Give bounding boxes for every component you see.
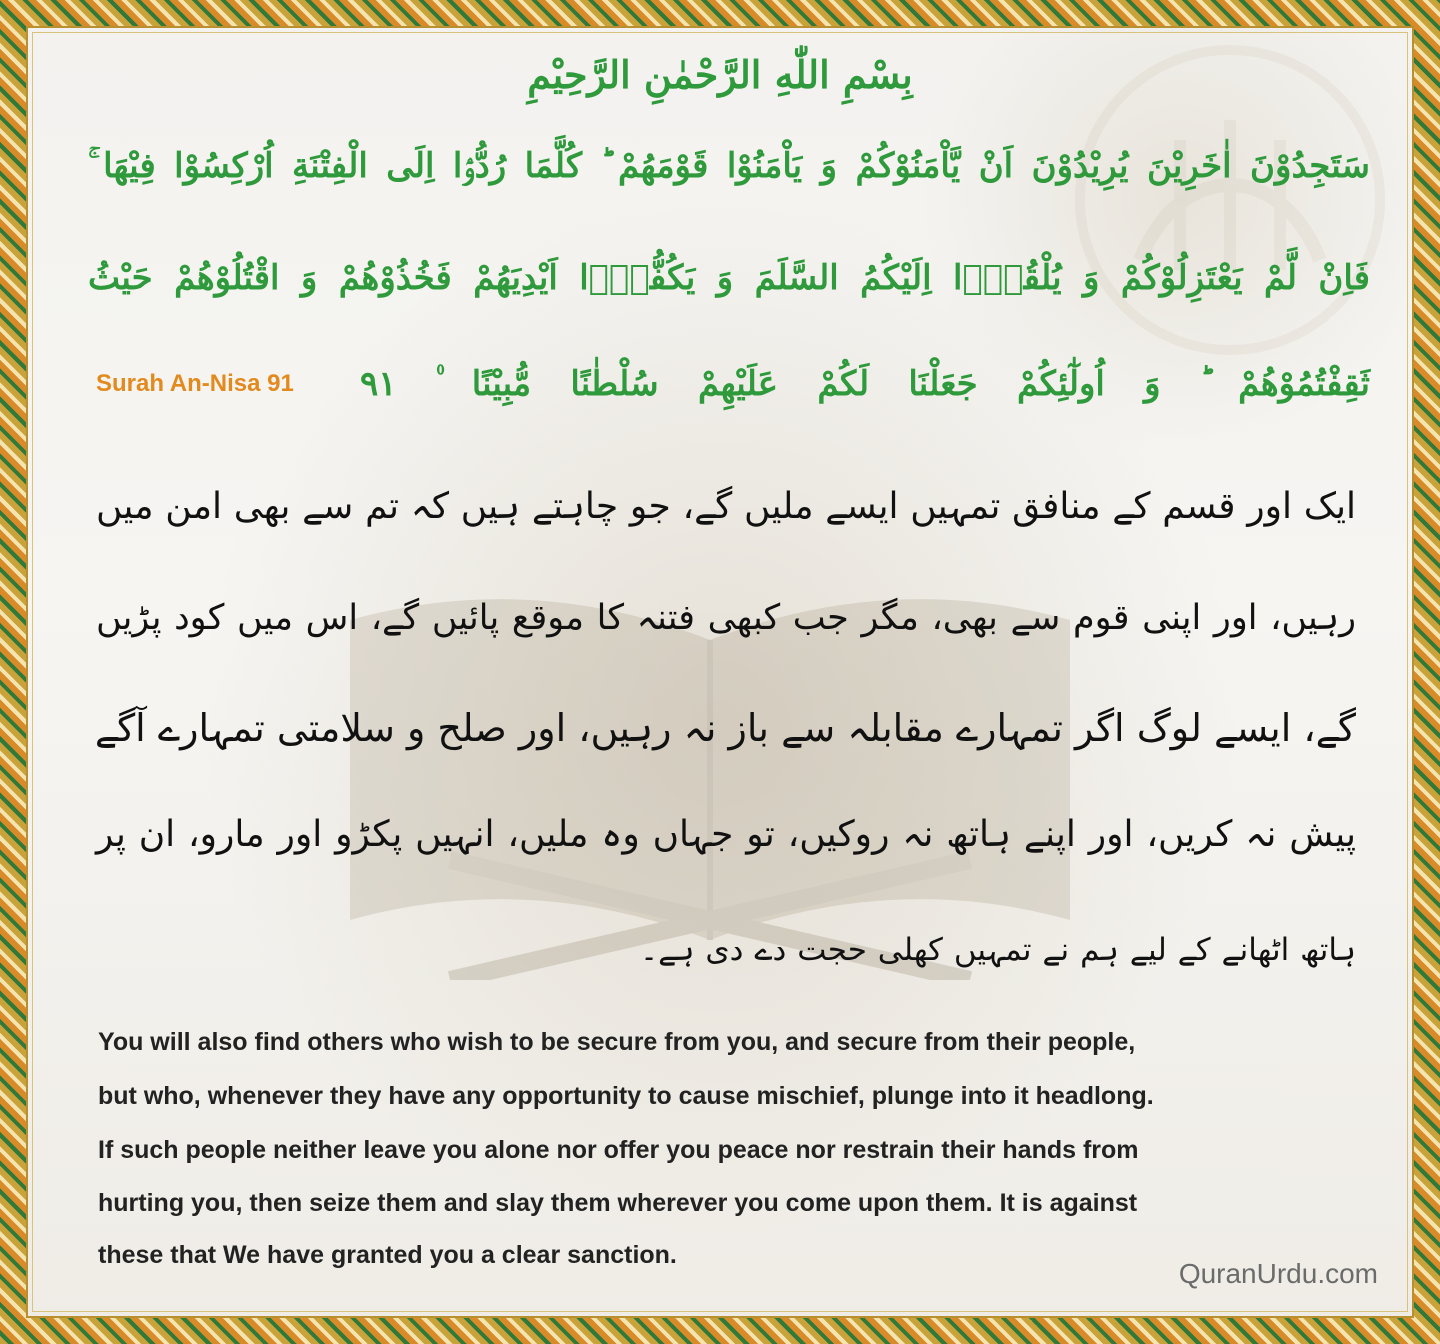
- arabic-verse-line-3: ثَقِفْتُمُوْهُمْ ؕ وَ اُولٰٓئِكُمْ جَعَلْنَا لَكُمْ عَلَيْهِمْ سُلْطٰنًا مُّبِيْنًا ۠ ۹۱: [360, 364, 1370, 404]
- urdu-translation-line-1: ایک اور قسم کے منافق تمہیں ایسے ملیں گے، جو چاہتے ہیں کہ تم سے بھی امن میں: [96, 486, 1356, 527]
- surah-reference: Surah An-Nisa 91: [96, 370, 294, 397]
- bismillah-heading: بِسْمِ اللّٰهِ الرَّحْمٰنِ الرَّحِيْمِ: [527, 52, 913, 97]
- english-translation-line-5: these that We have granted you a clear sanction.: [98, 1241, 677, 1269]
- urdu-translation-line-5: ہاتھ اٹھانے کے لیے ہم نے تمہیں کھلی حجت دے دی ہے۔: [640, 932, 1356, 968]
- english-translation-line-2: but who, whenever they have any opportunity to cause mischief, plunge into it headlong.: [98, 1082, 1154, 1110]
- urdu-translation-line-2: رہیں، اور اپنی قوم سے بھی، مگر جب کبھی فتنہ کا موقع پائیں گے، اس میں کود پڑیں: [96, 598, 1356, 638]
- english-translation-line-4: hurting you, then seize them and slay them wherever you come upon them. It is against: [98, 1189, 1138, 1217]
- arabic-verse-line-1: سَتَجِدُوْنَ اٰخَرِيْنَ يُرِيْدُوْنَ اَنْ يَّاْمَنُوْكُمْ وَ يَاْمَنُوْا قَوْمَهُمْ ؕ كُلَّمَا رُدُّوْۤا اِلَى الْفِتْنَةِ اُرْكِسُوْا فِيْهَا ۚ: [88, 146, 1370, 186]
- urdu-translation-line-4: پیش نہ کریں، اور اپنے ہاتھ نہ روکیں، تو جہاں وہ ملیں، انہیں پکڑو اور مارو، ان پر: [96, 814, 1356, 855]
- website-watermark: QuranUrdu.com: [1178, 1258, 1378, 1289]
- arabic-verse-line-2: فَاِنْ لَّمْ يَعْتَزِلُوْكُمْ وَ يُلْقُوْۤا اِلَيْكُمُ السَّلَمَ وَ يَكُفُّوْۤا اَيْدِيَهُمْ فَخُذُوْهُمْ وَ اقْتُلُوْهُمْ حَيْثُ: [88, 258, 1370, 298]
- english-translation-line-1: You will also find others who wish to be secure from you, and secure from their people,: [98, 1028, 1136, 1056]
- urdu-translation-line-3: گے، ایسے لوگ اگر تمہارے مقابلہ سے باز نہ رہیں، اور صلح و سلامتی تمہارے آگے: [94, 706, 1356, 750]
- english-translation-line-3: If such people neither leave you alone nor offer you peace nor restrain their hands from: [98, 1136, 1139, 1164]
